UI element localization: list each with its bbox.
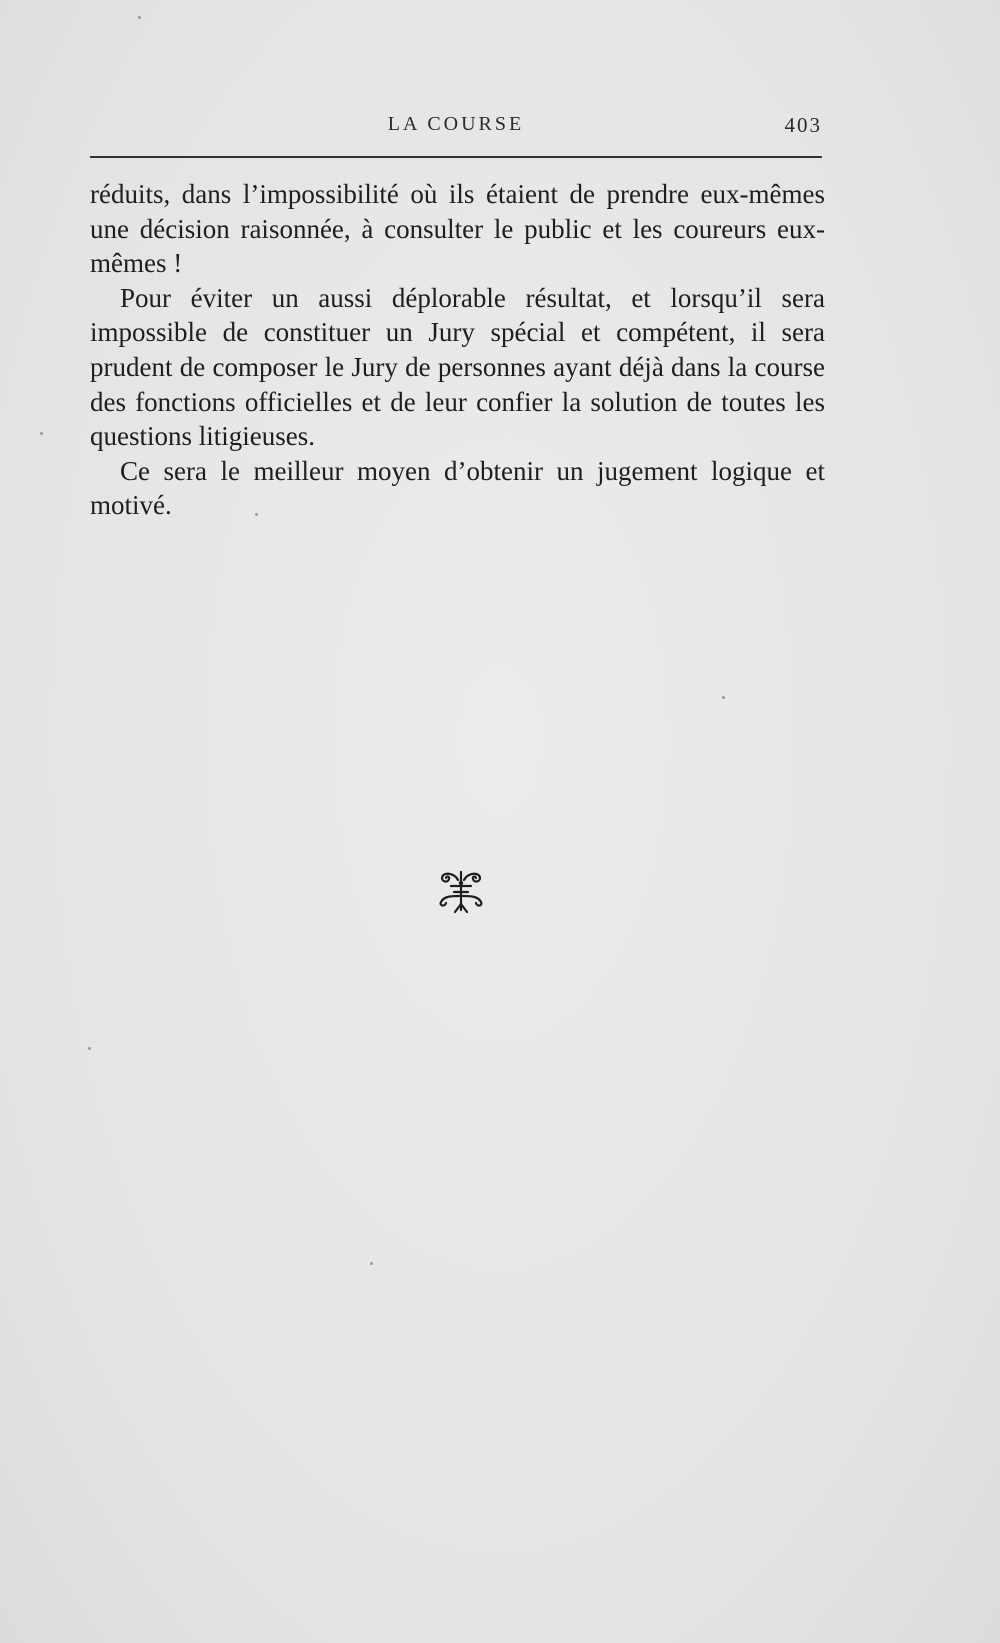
body-text <box>90 177 825 523</box>
paper-speck <box>255 513 258 516</box>
running-title: LA COURSE <box>387 113 525 135</box>
page-number: 403 <box>784 113 822 137</box>
page-header <box>90 113 822 143</box>
paper-speck <box>40 432 43 435</box>
paper-speck <box>88 1047 91 1050</box>
paragraph-continuation: réduits, dans l’impossibilité où ils étaient de prendre eux-mêmes une décision raisonnée, à consulter le public et les coureurs eux-mêmes ! <box>90 179 825 279</box>
paper-speck <box>722 696 725 699</box>
fleuron-ornament-icon <box>436 866 486 916</box>
paper-speck <box>138 16 141 19</box>
paragraph: Ce sera le meilleur moyen d’obtenir un jugement logique et motivé. <box>90 455 825 521</box>
paper-speck <box>370 1262 373 1265</box>
paragraph: Pour éviter un aussi déplorable résultat, et lorsqu’il sera impossible de constituer un Jury spécial et compétent, il sera prudent de composer le Jury de personnes ayant déjà dans la course des fonctions officielles et de leur confier la solution de toutes les questions litigieuses. <box>90 282 825 452</box>
header-rule <box>90 156 822 158</box>
